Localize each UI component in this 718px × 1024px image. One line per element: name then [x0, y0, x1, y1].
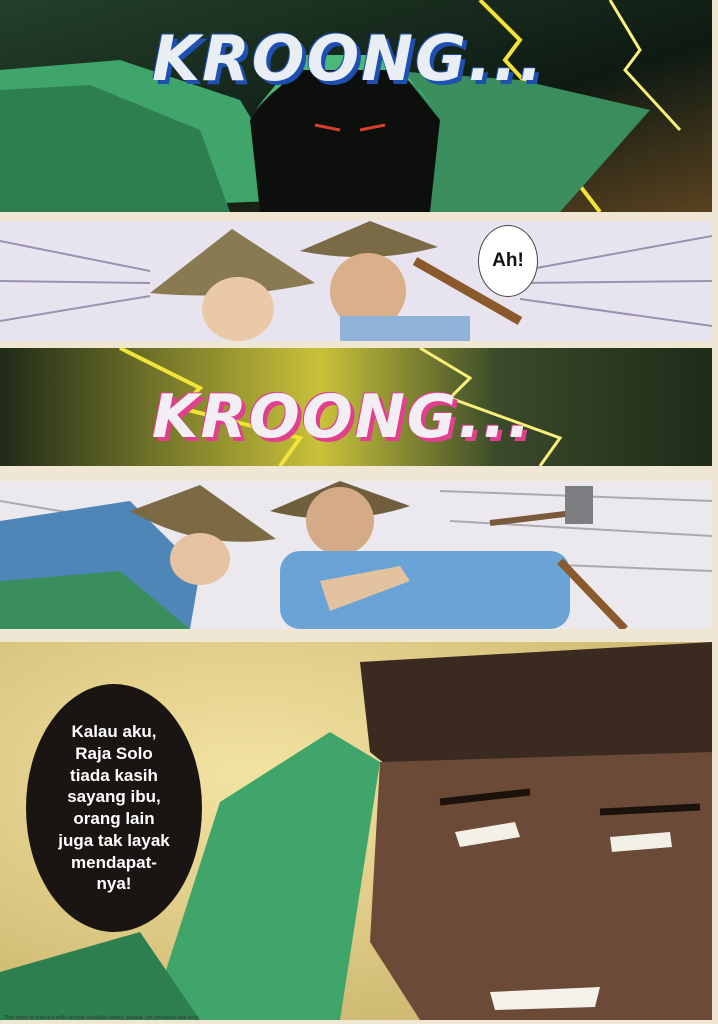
hoe-blade — [565, 486, 593, 524]
footer-note: This copy is marked with unique invisible codes, please, for personal use only. — [4, 1015, 200, 1021]
speech-line: Kalau aku, — [71, 722, 157, 741]
speech-line: tiada kasih — [70, 765, 158, 785]
character-body — [340, 316, 470, 341]
panel-1 — [0, 0, 712, 212]
panel-4-art — [0, 481, 712, 629]
character-face — [306, 487, 374, 555]
speech-line: nya! — [96, 874, 132, 894]
speech-line: juga tak layak — [58, 830, 170, 850]
sfx-kroong: KROONG... — [152, 382, 533, 452]
sfx-kroong: KROONG... — [152, 22, 545, 95]
character-face — [202, 277, 274, 341]
panel-2-art — [0, 221, 712, 341]
character-face — [170, 533, 230, 585]
panel-4 — [0, 481, 712, 629]
panel-5 — [0, 642, 712, 1020]
speech-text — [58, 721, 170, 895]
speech-bubble-raja-solo — [26, 684, 202, 932]
speech-bubble-ah: Ah! — [478, 225, 538, 297]
speech-line: Raja Solo — [75, 743, 153, 763]
speech-line: orang lain — [73, 809, 155, 828]
speech-line: sayang ibu, — [67, 787, 161, 807]
panel-3 — [0, 348, 712, 466]
character-face — [370, 752, 712, 1020]
speech-line: mendapat- — [71, 852, 157, 872]
panel-2 — [0, 221, 712, 341]
